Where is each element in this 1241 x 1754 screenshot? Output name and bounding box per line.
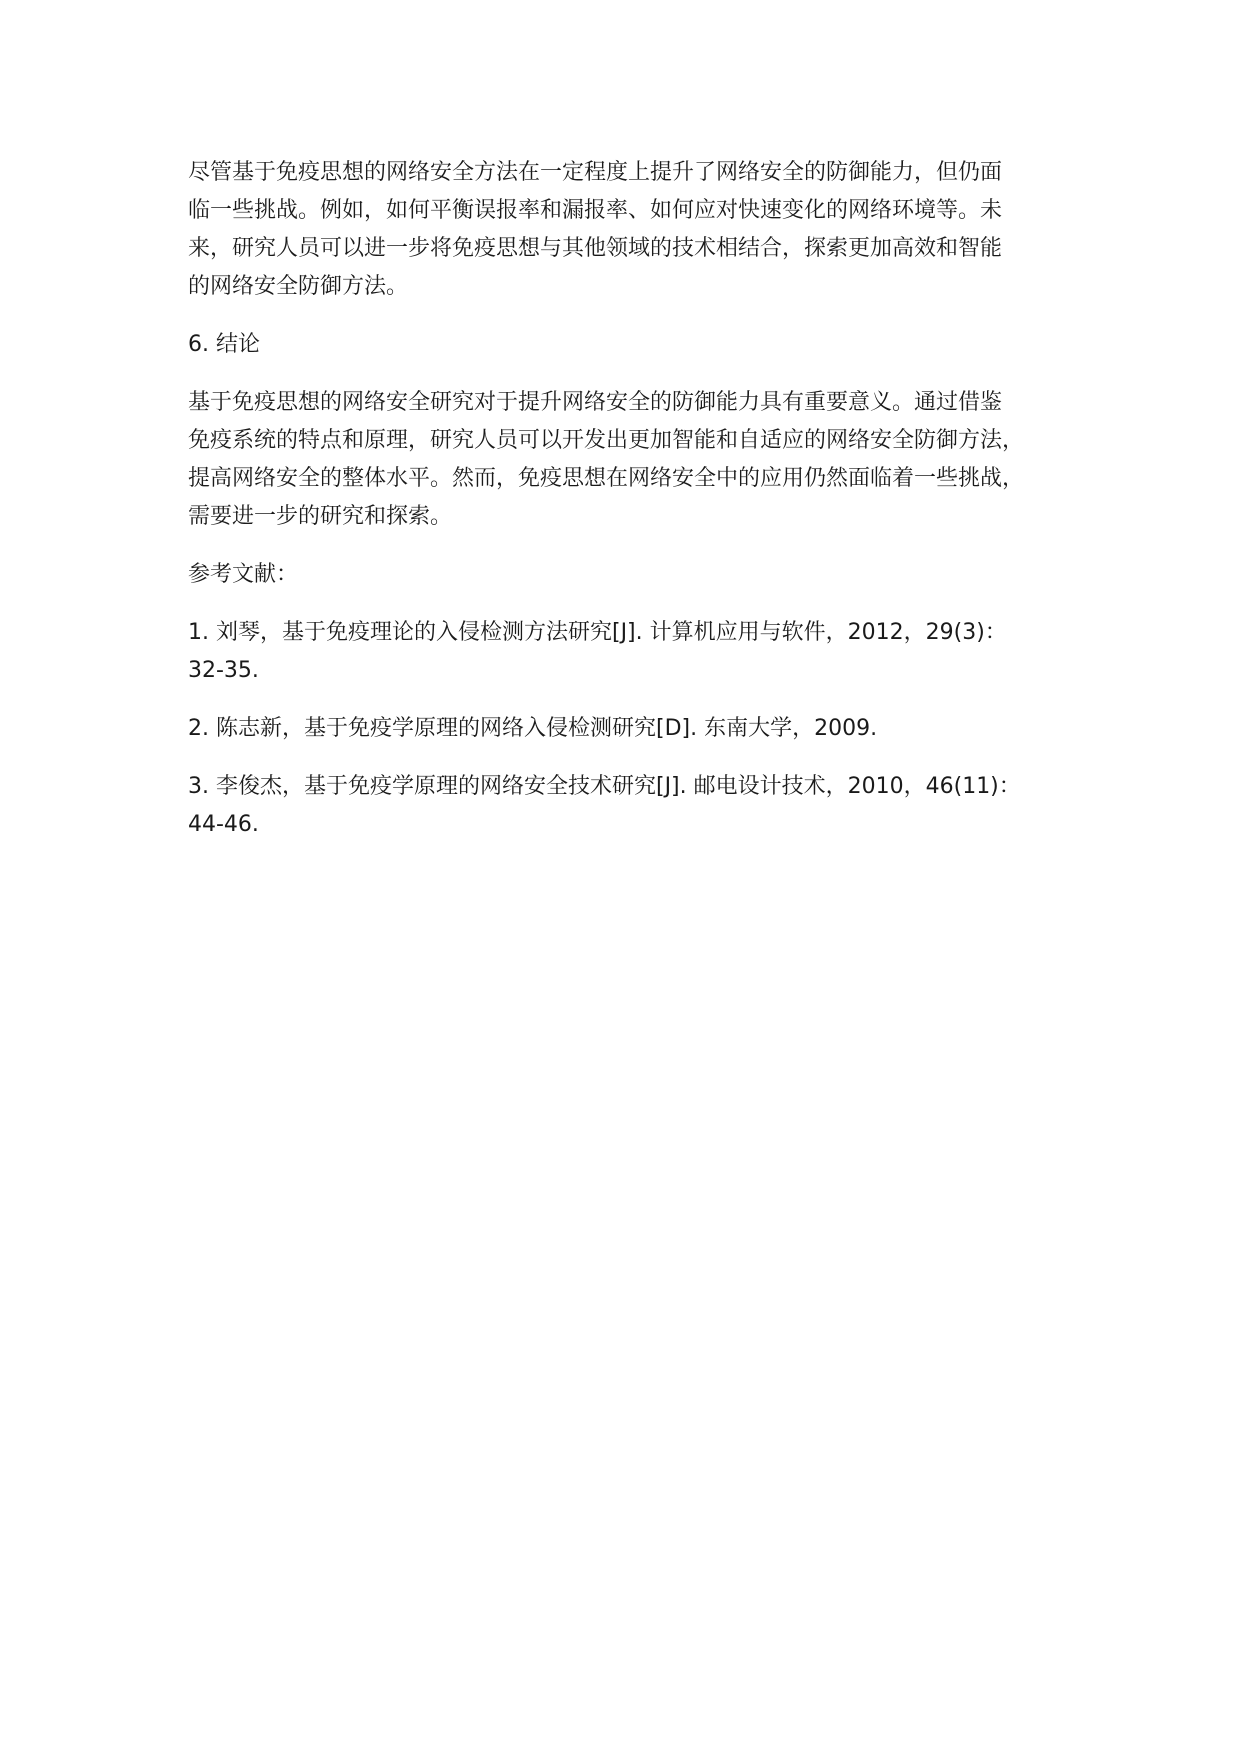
paragraph-line: 需要进一步的研究和探索。 <box>188 504 453 529</box>
paragraph-line: 提高网络安全的整体水平。然而，免疫思想在网络安全中的应用仍然面临着一些挑战， <box>188 466 1025 491</box>
paragraph-conclusion <box>188 384 1088 536</box>
paragraph-line: 来，研究人员可以进一步将免疫思想与其他领域的技术相结合，探索更加高效和智能 <box>188 236 1003 261</box>
paragraph-challenges <box>188 154 1088 306</box>
page-content <box>188 154 1088 864</box>
reference-item-3 <box>188 768 1088 844</box>
section-heading-conclusion: 6. 结论 <box>188 332 260 357</box>
paragraph-line: 基于免疫思想的网络安全研究对于提升网络安全的防御能力具有重要意义。通过借鉴 <box>188 390 1003 415</box>
paragraph-line: 的网络安全防御方法。 <box>188 274 409 299</box>
reference-item-1 <box>188 614 1088 690</box>
reference-item-2 <box>188 710 1088 748</box>
reference-line: 44-46. <box>188 812 259 837</box>
reference-line: 1. 刘琴，基于免疫理论的入侵检测方法研究[J]. 计算机应用与软件，2012，29(3)： <box>188 620 1007 645</box>
reference-line: 3. 李俊杰，基于免疫学原理的网络安全技术研究[J]. 邮电设计技术，2010，46(11)： <box>188 774 1021 799</box>
reference-line: 2. 陈志新，基于免疫学原理的网络入侵检测研究[D]. 东南大学，2009. <box>188 716 878 741</box>
paragraph-line: 免疫系统的特点和原理，研究人员可以开发出更加智能和自适应的网络安全防御方法， <box>188 428 1025 453</box>
reference-line: 32-35. <box>188 658 259 683</box>
paragraph-line: 临一些挑战。例如，如何平衡误报率和漏报率、如何应对快速变化的网络环境等。未 <box>188 198 1003 223</box>
references-heading: 参考文献： <box>188 562 299 587</box>
paragraph-line: 尽管基于免疫思想的网络安全方法在一定程度上提升了网络安全的防御能力，但仍面 <box>188 160 1003 185</box>
